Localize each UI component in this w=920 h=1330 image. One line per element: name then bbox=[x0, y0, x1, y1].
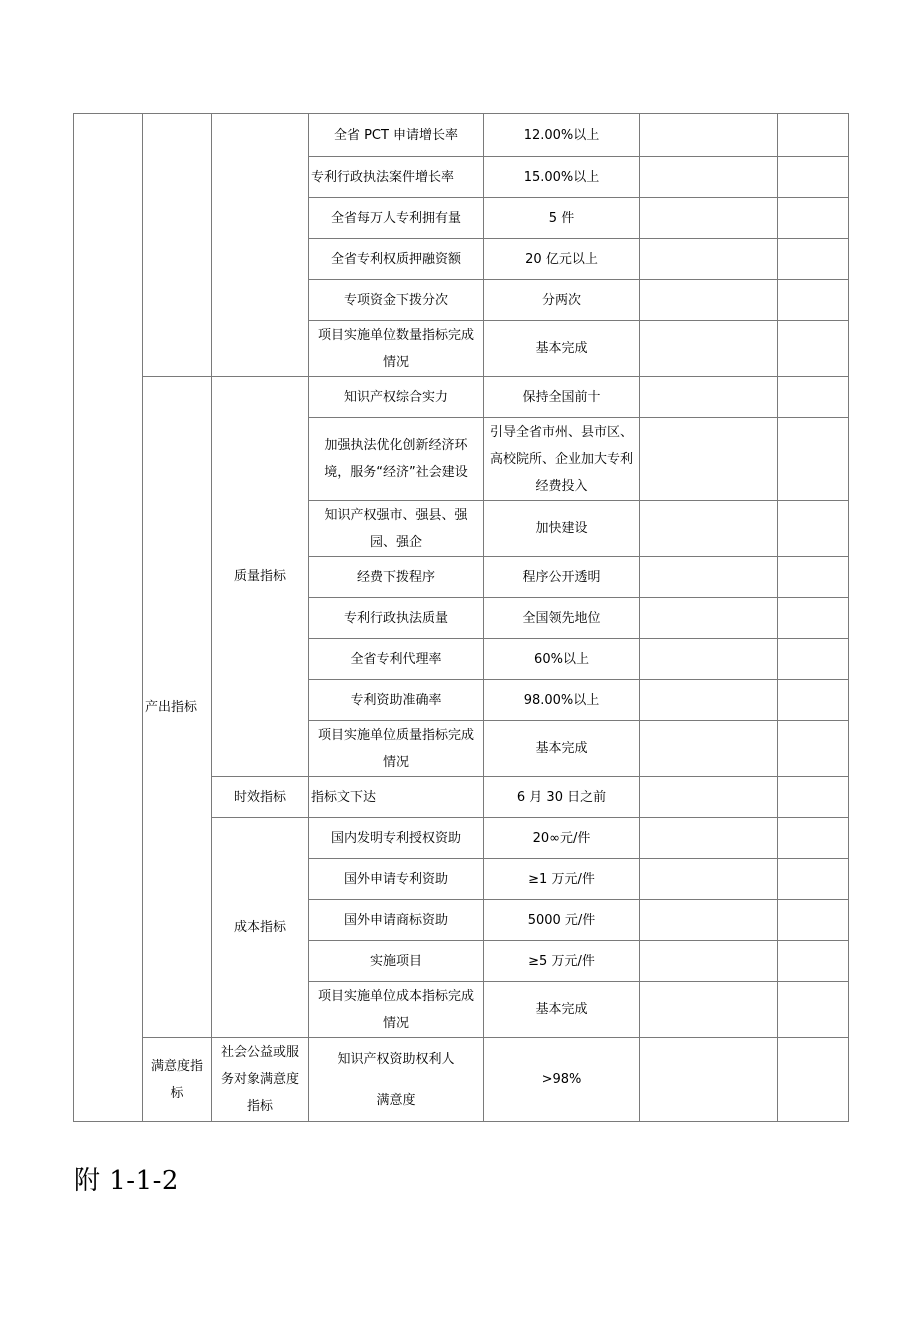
indicator-value: 引导全省市州、县市区、高校院所、企业加大专利经费投入 bbox=[484, 418, 640, 501]
indicator-value: 基本完成 bbox=[484, 982, 640, 1038]
indicator-value: 20∞元/件 bbox=[484, 818, 640, 859]
empty-cell bbox=[778, 818, 849, 859]
indicator-value: 全国领先地位 bbox=[484, 598, 640, 639]
empty-cell bbox=[778, 239, 849, 280]
appendix-label: 附 1-1-2 bbox=[74, 1166, 179, 1196]
table-row bbox=[74, 377, 849, 418]
empty-cell bbox=[778, 114, 849, 157]
empty-cell bbox=[640, 639, 778, 680]
empty-cell bbox=[778, 501, 849, 557]
level1-indicator-cell bbox=[74, 114, 143, 1122]
empty-cell bbox=[778, 721, 849, 777]
indicator-value: 6 月 30 日之前 bbox=[484, 777, 640, 818]
indicator-value: 分两次 bbox=[484, 280, 640, 321]
indicator-value: 12.00%以上 bbox=[484, 114, 640, 157]
empty-cell bbox=[778, 859, 849, 900]
empty-cell bbox=[778, 900, 849, 941]
empty-cell bbox=[640, 157, 778, 198]
satisfaction-sub-label: 社会公益或服务对象满意度指标 bbox=[212, 1038, 309, 1122]
satisfaction-indicator-label: 满意度指标 bbox=[143, 1038, 212, 1122]
indicator-value: 基本完成 bbox=[484, 321, 640, 377]
indicator-name-line: 满意度 bbox=[376, 1092, 416, 1108]
empty-cell bbox=[640, 941, 778, 982]
indicator-value: >98% bbox=[484, 1038, 640, 1122]
empty-cell bbox=[640, 501, 778, 557]
empty-cell bbox=[640, 114, 778, 157]
empty-cell bbox=[778, 982, 849, 1038]
empty-cell bbox=[778, 198, 849, 239]
indicator-value: ≥1 万元/件 bbox=[484, 859, 640, 900]
output-indicator-label: 产出指标 bbox=[143, 377, 212, 1038]
empty-cell bbox=[640, 198, 778, 239]
indicator-name: 国外申请专利资助 bbox=[309, 859, 484, 900]
indicator-value: 98.00%以上 bbox=[484, 680, 640, 721]
indicator-name: 全省专利权质押融资额 bbox=[309, 239, 484, 280]
empty-cell bbox=[640, 900, 778, 941]
table-row bbox=[74, 114, 849, 157]
empty-cell bbox=[778, 777, 849, 818]
indicator-name bbox=[309, 1038, 484, 1122]
empty-cell bbox=[778, 418, 849, 501]
indicator-name: 国外申请商标资助 bbox=[309, 900, 484, 941]
indicator-name: 实施项目 bbox=[309, 941, 484, 982]
indicator-name: 知识产权强市、强县、强园、强企 bbox=[309, 501, 484, 557]
indicator-name: 知识产权综合实力 bbox=[309, 377, 484, 418]
indicator-name: 专利行政执法案件增长率 bbox=[309, 157, 484, 198]
indicator-name-line: 知识产权资助权利人 bbox=[337, 1051, 455, 1067]
empty-cell bbox=[640, 557, 778, 598]
indicator-value: 程序公开透明 bbox=[484, 557, 640, 598]
table-row bbox=[74, 1038, 849, 1122]
empty-cell bbox=[640, 680, 778, 721]
indicator-name: 全省 PCT 申请增长率 bbox=[309, 114, 484, 157]
empty-cell bbox=[640, 418, 778, 501]
indicator-name: 专利资助准确率 bbox=[309, 680, 484, 721]
indicator-name: 专项资金下拨分次 bbox=[309, 280, 484, 321]
indicator-value: 5 件 bbox=[484, 198, 640, 239]
empty-cell bbox=[778, 557, 849, 598]
level3-indicator-cell bbox=[212, 114, 309, 377]
indicator-name: 国内发明专利授权资助 bbox=[309, 818, 484, 859]
indicator-value: 15.00%以上 bbox=[484, 157, 640, 198]
empty-cell bbox=[778, 680, 849, 721]
indicator-name: 指标文下达 bbox=[309, 777, 484, 818]
indicator-name: 全省专利代理率 bbox=[309, 639, 484, 680]
level2-indicator-cell bbox=[143, 114, 212, 377]
empty-cell bbox=[778, 598, 849, 639]
empty-cell bbox=[778, 1038, 849, 1122]
empty-cell bbox=[640, 721, 778, 777]
cost-indicator-label: 成本指标 bbox=[212, 818, 309, 1038]
indicator-name: 经费下拨程序 bbox=[309, 557, 484, 598]
empty-cell bbox=[778, 280, 849, 321]
empty-cell bbox=[778, 321, 849, 377]
performance-indicator-table bbox=[73, 113, 849, 1122]
empty-cell bbox=[640, 598, 778, 639]
indicator-value: ≥5 万元/件 bbox=[484, 941, 640, 982]
empty-cell bbox=[640, 1038, 778, 1122]
empty-cell bbox=[778, 639, 849, 680]
empty-cell bbox=[778, 157, 849, 198]
empty-cell bbox=[778, 377, 849, 418]
indicator-value: 60%以上 bbox=[484, 639, 640, 680]
empty-cell bbox=[640, 859, 778, 900]
empty-cell bbox=[640, 982, 778, 1038]
empty-cell bbox=[640, 818, 778, 859]
indicator-name: 专利行政执法质量 bbox=[309, 598, 484, 639]
empty-cell bbox=[640, 777, 778, 818]
indicator-value: 加快建设 bbox=[484, 501, 640, 557]
indicator-name: 项目实施单位数量指标完成情况 bbox=[309, 321, 484, 377]
empty-cell bbox=[640, 321, 778, 377]
quality-indicator-label: 质量指标 bbox=[212, 377, 309, 777]
timeliness-indicator-label: 时效指标 bbox=[212, 777, 309, 818]
indicator-value: 20 亿元以上 bbox=[484, 239, 640, 280]
empty-cell bbox=[640, 280, 778, 321]
indicator-name: 全省每万人专利拥有量 bbox=[309, 198, 484, 239]
empty-cell bbox=[640, 377, 778, 418]
empty-cell bbox=[640, 239, 778, 280]
indicator-name: 加强执法优化创新经济环境，服务“经济”社会建设 bbox=[309, 418, 484, 501]
indicator-value: 基本完成 bbox=[484, 721, 640, 777]
indicator-name: 项目实施单位质量指标完成情况 bbox=[309, 721, 484, 777]
indicator-value: 5000 元/件 bbox=[484, 900, 640, 941]
indicator-name: 项目实施单位成本指标完成情况 bbox=[309, 982, 484, 1038]
empty-cell bbox=[778, 941, 849, 982]
indicator-value: 保持全国前十 bbox=[484, 377, 640, 418]
